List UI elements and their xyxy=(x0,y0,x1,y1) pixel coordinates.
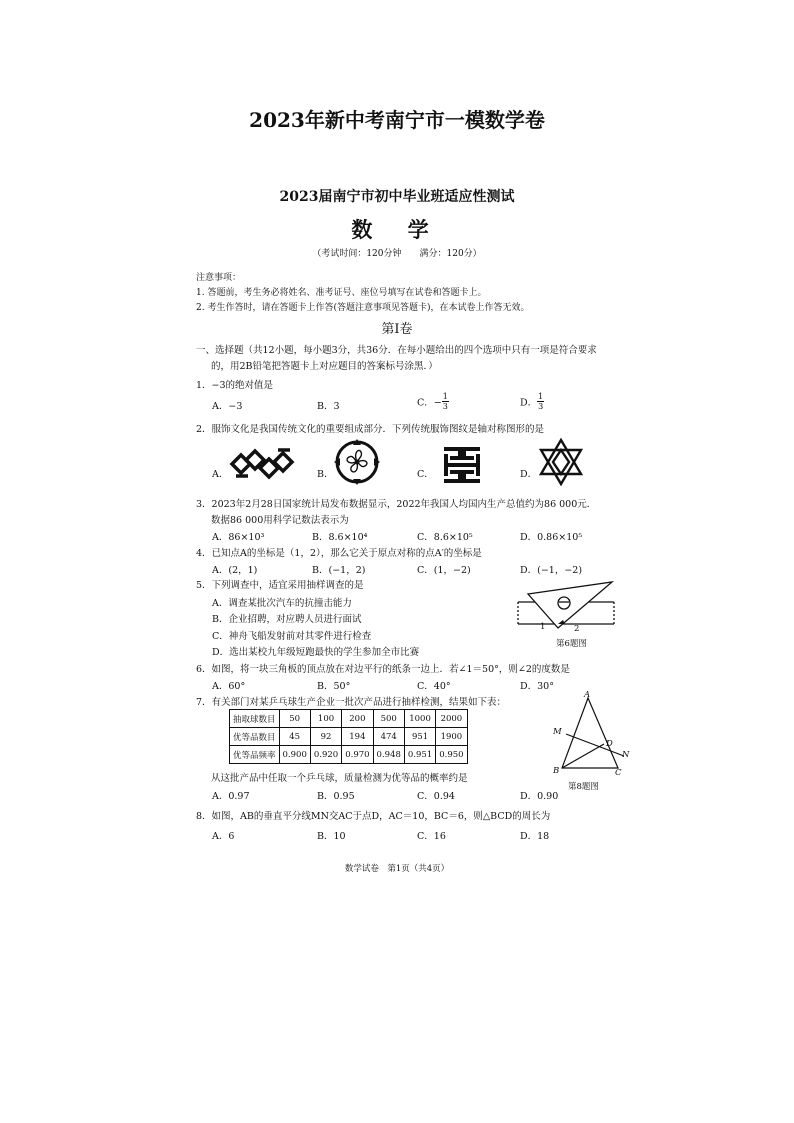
table-cell: 优等品数目 xyxy=(230,728,280,746)
q6-option-b: B．50° xyxy=(317,681,351,692)
figure-8-caption: 第8题图 xyxy=(568,782,599,792)
subject-title: 数 学 xyxy=(351,217,443,242)
q4-option-c: C．(1，−2) xyxy=(417,565,471,576)
q1-option-a: A．−3 xyxy=(212,401,243,412)
q2-option-c: C． xyxy=(417,469,434,480)
q7-option-d: D．0.90 xyxy=(520,791,559,802)
question-7-stem: 7．有关部门对某乒乓球生产企业一批次产品进行抽样检测，结果如下表： xyxy=(196,697,507,708)
point-label-c: C xyxy=(615,768,622,778)
q8-option-a: A．6 xyxy=(212,831,235,842)
table-cell: 0.951 xyxy=(404,746,435,764)
q6-option-a: A．60° xyxy=(212,681,246,692)
q8-option-b: B．10 xyxy=(317,831,346,842)
table-cell: 0.920 xyxy=(310,746,341,764)
table-cell: 194 xyxy=(342,728,373,746)
page-footer: 数学试卷 第1页（共4页） xyxy=(344,864,450,874)
table-cell: 2000 xyxy=(436,710,467,728)
table-cell: 200 xyxy=(342,710,373,728)
question-3-stem-line2: 数据86 000用科学记数法表示为 xyxy=(211,515,349,526)
table-cell: 951 xyxy=(404,728,435,746)
q2-option-d: D． xyxy=(520,469,538,480)
q7-option-a: A．0.97 xyxy=(212,791,250,802)
q3-option-c: C．8.6×10⁵ xyxy=(417,532,473,543)
section-instruction: 一、选择题（共12小题，每小题3分，共36分．在每小题给出的四个选项中只有一项是符合要求 xyxy=(196,345,597,356)
q8-option-c: C．16 xyxy=(417,831,446,842)
question-1-stem: 1．−3的绝对值是 xyxy=(196,380,274,391)
note-item: 1. 答题前，考生务必将姓名、准考证号、座位号填写在试卷和答题卡上。 xyxy=(196,288,487,298)
table-cell: 抽取球数目 xyxy=(230,710,280,728)
q1-option-c: C．− $\frac{1}{3}$ xyxy=(417,392,448,411)
question-2-stem: 2．服饰文化是我国传统文化的重要组成部分．下列传统服饰图纹是轴对称图形的是 xyxy=(196,424,545,435)
figure-6-angle-label: 2 xyxy=(574,624,580,634)
note-item: 2. 考生作答时，请在答题卡上作答(答题注意事项见答题卡)，在本试卷上作答无效。 xyxy=(196,303,530,313)
fret-pattern-icon xyxy=(443,446,481,484)
table-cell: 优等品频率 xyxy=(230,746,280,764)
table-cell: 0.970 xyxy=(342,746,373,764)
exam-time-info: （考试时间：120分钟 满分：120分） xyxy=(312,249,482,259)
q5-option-c: C．神舟飞船发射前对其零件进行检查 xyxy=(212,631,372,642)
q3-option-d: D．0.86×10⁵ xyxy=(520,532,583,543)
question-7-follow: 从这批产品中任取一个乒乓球，质量检测为优等品的概率约是 xyxy=(211,773,468,784)
table-cell: 1000 xyxy=(404,710,435,728)
exam-title: 2023届南宁市初中毕业班适应性测试 xyxy=(279,189,515,205)
q5-option-b: B．企业招聘，对应聘人员进行面试 xyxy=(212,614,362,625)
q6-option-d: D．30° xyxy=(520,681,554,692)
table-cell: 500 xyxy=(373,710,404,728)
q4-option-b: B．(−1，2) xyxy=(312,565,366,576)
notes-heading: 注意事项： xyxy=(196,273,242,283)
question-3-stem: 3．2023年2月28日国家统计局发布数据显示，2022年我国人均国内生产总值约为86 000元． xyxy=(196,499,597,510)
document-title: 2023年新中考南宁市一模数学卷 xyxy=(249,108,545,132)
q1-option-b: B．3 xyxy=(317,401,340,412)
q6-option-c: C．40° xyxy=(417,681,451,692)
question-4-stem: 4．已知点A的坐标是（1，2），那么它关于原点对称的点A′的坐标是 xyxy=(196,548,482,559)
figure-6-caption: 第6题图 xyxy=(556,639,587,649)
table-cell: 0.900 xyxy=(279,746,310,764)
q1-option-d: D． $\frac{1}{3}$ xyxy=(520,392,544,411)
sampling-table xyxy=(229,709,468,764)
q5-option-d: D．选出某校九年级短跑最快的学生参加全市比赛 xyxy=(212,647,420,658)
q7-option-c: C．0.94 xyxy=(417,791,455,802)
point-label-n: N xyxy=(622,750,630,760)
point-label-m: M xyxy=(553,727,562,737)
table-cell: 1900 xyxy=(436,728,467,746)
table-cell: 0.950 xyxy=(436,746,467,764)
q8-option-d: D．18 xyxy=(520,831,550,842)
q3-option-a: A．86×10³ xyxy=(212,532,265,543)
table-row xyxy=(230,728,468,746)
question-8-stem: 8．如图，AB的垂直平分线MN交AC于点D，AC＝10，BC＝6，则△BCD的周长为 xyxy=(196,811,551,822)
point-label-d: D xyxy=(606,739,613,749)
table-cell: 100 xyxy=(310,710,341,728)
knot-pattern-icon xyxy=(228,444,298,484)
point-label-a: A xyxy=(584,690,591,700)
hexagram-pattern-icon xyxy=(538,438,584,486)
q5-option-a: A．调查某批次汽车的抗撞击能力 xyxy=(212,598,352,609)
q3-option-b: B．8.6×10⁴ xyxy=(312,532,368,543)
table-cell: 474 xyxy=(373,728,404,746)
q2-option-a: A． xyxy=(212,469,229,480)
q4-option-d: D．(−1，−2) xyxy=(520,565,583,576)
q2-option-b: B． xyxy=(317,469,334,480)
point-label-b: B xyxy=(553,766,560,776)
table-cell: 0.948 xyxy=(373,746,404,764)
table-row xyxy=(230,746,468,764)
table-cell: 50 xyxy=(279,710,310,728)
table-cell: 45 xyxy=(279,728,310,746)
table-cell: 92 xyxy=(310,728,341,746)
part-title: 第Ⅰ卷 xyxy=(381,322,413,337)
table-row xyxy=(230,710,468,728)
q4-option-a: A．(2，1) xyxy=(212,565,258,576)
question-5-stem: 5．下列调查中，适宜采用抽样调查的是 xyxy=(196,580,364,591)
figure-6-diagram xyxy=(516,580,616,636)
figure-6-angle-label: 1 xyxy=(540,622,546,632)
question-6-stem: 6．如图，将一块三角板的顶点放在对边平行的纸条一边上．若∠1＝50°，则∠2的度数是 xyxy=(196,664,570,675)
section-instruction: 的，用2B铅笔把答题卡上对应题目的答案标号涂黑．） xyxy=(211,361,438,372)
flower-medallion-icon xyxy=(333,438,381,486)
q7-option-b: B．0.95 xyxy=(317,791,355,802)
